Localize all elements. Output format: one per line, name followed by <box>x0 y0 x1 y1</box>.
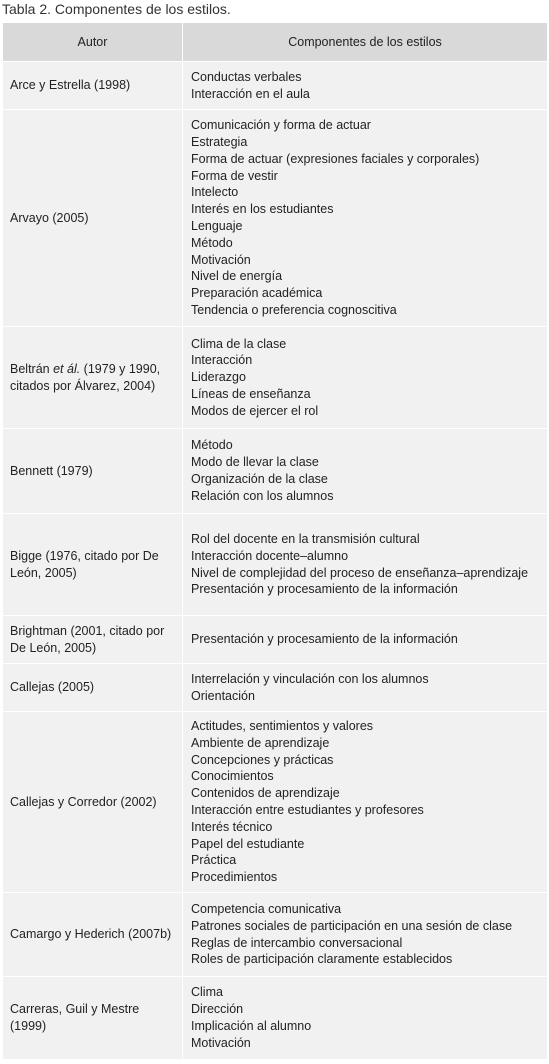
table-row <box>3 62 548 110</box>
component-item: Orientación <box>191 688 255 703</box>
table-body <box>3 62 548 1060</box>
component-item: Preparación académica <box>191 286 323 301</box>
component-item: Interacción <box>191 353 253 368</box>
author-cell <box>3 110 183 327</box>
component-item: Líneas de enseñanza <box>191 386 311 401</box>
header-author: Autor <box>3 23 183 62</box>
component-item: Rol del docente en la transmisión cultural <box>191 531 420 546</box>
components-cell <box>183 327 548 429</box>
author-text <box>10 361 176 395</box>
author-text: Arvayo (2005) <box>10 210 89 225</box>
component-item: Nivel de complejidad del proceso de enseñanza–aprendizaje <box>191 565 529 580</box>
component-item: Intelecto <box>191 185 239 200</box>
component-item: Interacción entre estudiantes y profesores <box>191 803 424 817</box>
component-item: Reglas de intercambio conversacional <box>191 935 403 950</box>
table-row <box>3 327 548 429</box>
table-row <box>3 664 548 712</box>
component-item: Implicación al alumno <box>191 1019 312 1033</box>
component-item: Roles de participación claramente establecidos <box>191 952 453 967</box>
author-text-part: Beltrán <box>10 361 54 376</box>
styles-components-table <box>2 22 548 1060</box>
table-row <box>3 893 548 977</box>
component-item: Procedimientos <box>191 870 278 885</box>
component-item: Interacción docente–alumno <box>191 548 349 563</box>
table-row <box>3 110 548 327</box>
author-italic-text: et ál. <box>53 361 81 376</box>
component-item: Estrategia <box>191 135 248 150</box>
component-item: Interés en los estudiantes <box>191 202 334 217</box>
components-cell <box>183 977 548 1060</box>
component-item: Competencia comunicativa <box>191 901 342 916</box>
component-item: Forma de actuar (expresiones faciales y corporales) <box>191 151 480 166</box>
components-cell <box>183 110 548 327</box>
author-text: Arce y Estrella (1998) <box>10 78 131 93</box>
component-item: Forma de vestir <box>191 168 278 183</box>
component-item: Motivación <box>191 252 251 267</box>
component-item: Lenguaje <box>191 219 243 233</box>
author-cell <box>3 977 183 1060</box>
components-cell <box>183 712 548 893</box>
component-item: Interacción en el aula <box>191 86 310 101</box>
component-item: Papel del estudiante <box>191 836 305 851</box>
components-cell <box>183 62 548 110</box>
author-text: Bennett (1979) <box>10 463 93 478</box>
component-item: Relación con los alumnos <box>191 488 334 503</box>
component-item: Interés técnico <box>191 819 273 834</box>
component-item: Organización de la clase <box>191 472 328 486</box>
component-item: Clima <box>191 985 223 1000</box>
author-cell <box>3 616 183 664</box>
component-item: Comunicación y forma de actuar <box>191 118 371 133</box>
author-text: Callejas y Corredor (2002) <box>10 794 157 809</box>
component-item: Presentación y procesamiento de la información <box>191 632 458 647</box>
author-cell <box>3 327 183 429</box>
component-item: Método <box>191 438 233 453</box>
components-cell <box>183 893 548 977</box>
component-item: Modos de ejercer el rol <box>191 403 319 418</box>
component-item: Interrelación y vinculación con los alumnos <box>191 671 429 686</box>
component-item: Método <box>191 235 233 250</box>
components-cell <box>183 616 548 664</box>
table-row <box>3 977 548 1060</box>
component-item: Patrones sociales de participación en una sesión de clase <box>191 918 513 933</box>
component-item: Contenidos de aprendizaje <box>191 786 340 801</box>
component-item: Concepciones y prácticas <box>191 752 334 767</box>
table-row <box>3 616 548 664</box>
author-text: Callejas (2005) <box>10 680 95 695</box>
table-caption: Tabla 2. Componentes de los estilos. <box>2 1 231 17</box>
component-item: Dirección <box>191 1002 244 1017</box>
author-cell <box>3 62 183 110</box>
author-text: Camargo y Hederich (2007b) <box>10 927 172 942</box>
table-row <box>3 712 548 893</box>
author-cell <box>3 664 183 712</box>
author-text: Brightman (2001, citado por De León, 2005) <box>10 623 165 655</box>
components-cell <box>183 429 548 514</box>
author-cell <box>3 514 183 616</box>
component-item: Conductas verbales <box>191 69 302 84</box>
component-item: Presentación y procesamiento de la información <box>191 582 458 597</box>
author-text: Bigge (1976, citado por De León, 2005) <box>10 548 159 580</box>
author-text-part: (1979 y 1990, citados por Álvarez, 2004) <box>10 361 161 393</box>
component-item: Motivación <box>191 1035 251 1050</box>
component-item: Modo de llevar la clase <box>191 455 319 470</box>
table-row <box>3 429 548 514</box>
component-item: Actitudes, sentimientos y valores <box>191 719 374 734</box>
component-item: Conocimientos <box>191 769 274 784</box>
component-item: Tendencia o preferencia cognoscitiva <box>191 302 397 317</box>
components-cell <box>183 514 548 616</box>
component-item: Ambiente de aprendizaje <box>191 735 330 750</box>
author-cell <box>3 893 183 977</box>
component-item: Clima de la clase <box>191 336 287 351</box>
component-item: Nivel de energía <box>191 269 283 284</box>
component-item: Práctica <box>191 853 237 868</box>
table-header-row <box>3 23 548 62</box>
author-cell <box>3 712 183 893</box>
table-row <box>3 514 548 616</box>
author-cell <box>3 429 183 514</box>
components-cell <box>183 664 548 712</box>
author-text: Carreras, Guil y Mestre (1999) <box>10 1002 140 1033</box>
component-item: Liderazgo <box>191 370 246 385</box>
header-components: Componentes de los estilos <box>183 23 548 62</box>
